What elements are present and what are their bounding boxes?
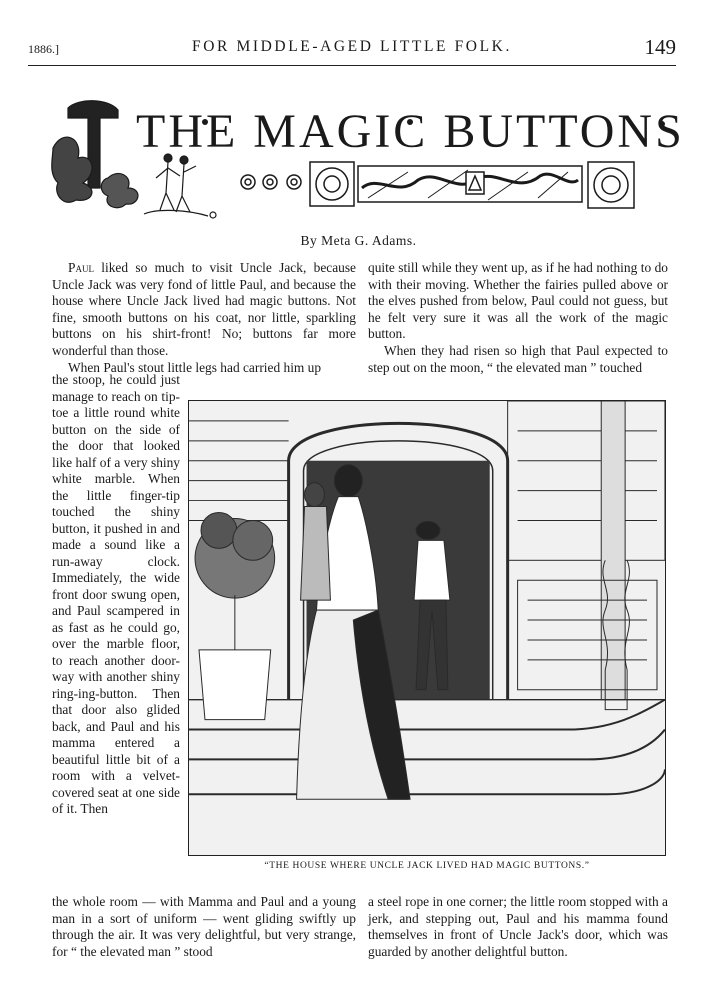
page-number: 149 [644, 35, 676, 59]
illustration-doorway [188, 400, 666, 856]
running-title: FOR MIDDLE-AGED LITTLE FOLK. [192, 38, 512, 55]
running-head [28, 35, 676, 60]
byline: By Meta G. Adams. [300, 233, 417, 248]
column-left-narrow [52, 372, 180, 818]
illustration-caption: “THE HOUSE WHERE UNCLE JACK LIVED HAD MAGIC BUTTONS.” [264, 861, 590, 871]
paragraph-4-start: When they had risen so high that Paul expected to step out on the moon, “ the elevated man ” touched [368, 342, 668, 375]
paragraph-2-end: the whole room — with Mamma and Paul and a young man in a sort of uniform — went gliding swiftly up through the air. It was very delightful, but very strange, for “ the elevated man ” stood [52, 894, 356, 959]
column-right-bottom [368, 894, 668, 960]
paragraph-3: quite still while they went up, as if he had nothing to do with their moving. Whether the fairies pulled above or the elves pushed from below, Paul could not guess, but he felt very sure it was all the work of the magic button. [368, 260, 668, 342]
drop-lead: Paul [68, 260, 94, 275]
column-left-bottom [52, 894, 356, 960]
article-title: THE MAGIC BUTTONS [136, 105, 685, 158]
paragraph-4-end: a steel rope in one corner; the little room stopped with a jerk, and stepping out, Paul and his mamma found themselves in front of Uncle Jack's door, which was guarded by another delightful button. [368, 894, 668, 959]
issue-year: 1886.] [28, 42, 59, 56]
column-left-top [52, 260, 356, 376]
paragraph-2-cont: the stoop, he could just manage to reach on tip-toe a little round white button on the side of the door that looked like half of a very shiny white marble. When the little finger-tip touched the shiny button, it pushed in and made a sound like a run-away clock. Immediately, the wide front door swung open, and Paul scampered in as fast as he could go, over the marble floor, to reach another door-way with another shiny ring-ing-button. Then that door also glided back, and Paul and his mamma entered a beautiful little bit of a room with a velvet-covered seat at one side of it. Then [52, 372, 180, 816]
header-rule [28, 65, 676, 66]
paragraph-2-start: When Paul's stout little legs had carried him up [68, 359, 322, 375]
column-right-top [368, 260, 668, 376]
paragraph-1: Paul liked so much to visit Uncle Jack, because Uncle Jack was very fond of little Paul, and because the house where Uncle Jack lived had magic buttons. Not fine, smooth buttons on his coat, nor little, sparkling buttons on his shirt-front! No; buttons far more wonderful than those. [52, 260, 356, 358]
